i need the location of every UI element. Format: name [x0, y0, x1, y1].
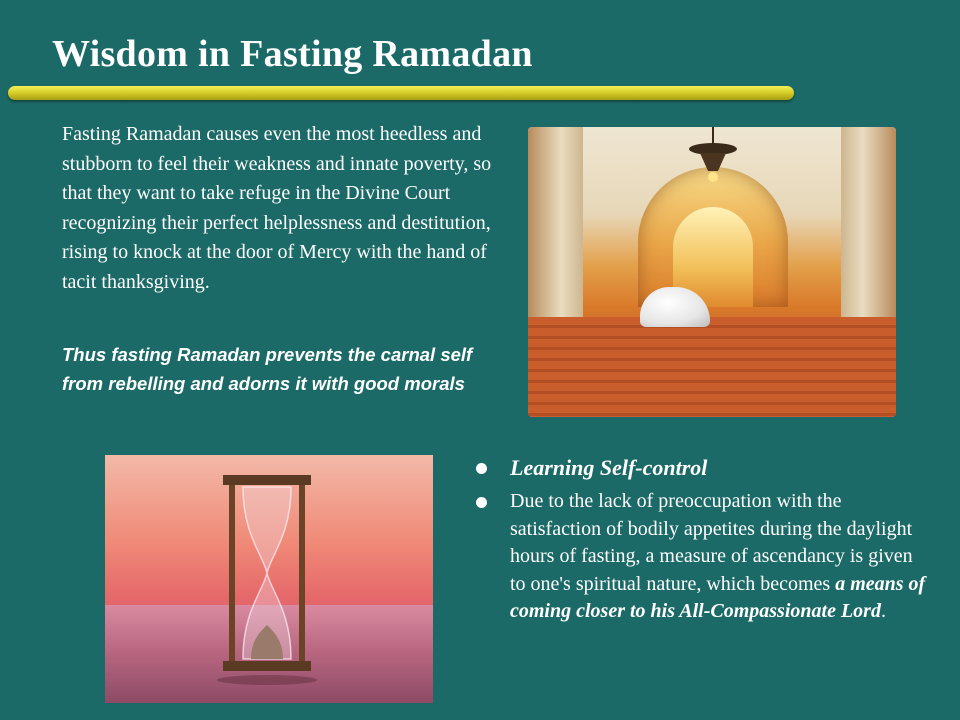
bullet-body-end: .	[880, 600, 886, 622]
bullet-body-emphasis: a means of coming closer to his All-Compassionate Lord	[510, 572, 926, 622]
bullet-body-text: Due to the lack of preoccupation with the satisfaction of bodily appetites during the daylight hours of fasting, a measure of ascendancy is given to one's spiritual nature, which becomes	[510, 490, 913, 595]
title-underline-bar	[8, 86, 794, 100]
bullet-dot-icon	[476, 497, 487, 508]
intro-paragraph: Fasting Ramadan causes even the most heedless and stubborn to feel their weakness and innate poverty, so that they want to take refuge in the Divine Court recognizing their perfect helplessness and destitution, rising to knock at the door of Mercy with the hand of tacit thanksgiving.	[62, 123, 492, 293]
bullet-body	[510, 490, 925, 622]
slide-title: Wisdom in Fasting Ramadan	[52, 33, 533, 75]
chandelier-icon	[678, 127, 748, 187]
hourglass-image	[105, 455, 433, 703]
mosque-prayer-image	[528, 127, 896, 417]
mosque-carpet-floor	[528, 317, 896, 417]
bullet-dot-icon	[476, 463, 487, 474]
bullet-list	[476, 452, 926, 626]
bullet-heading: Learning Self-control	[510, 455, 708, 480]
bullet-item	[476, 488, 926, 626]
hourglass-icon	[105, 455, 433, 703]
bullet-item	[476, 452, 926, 484]
intro-emphasis: Thus fasting Ramadan prevents the carnal self from rebelling and adorns it with good morals	[62, 344, 473, 394]
